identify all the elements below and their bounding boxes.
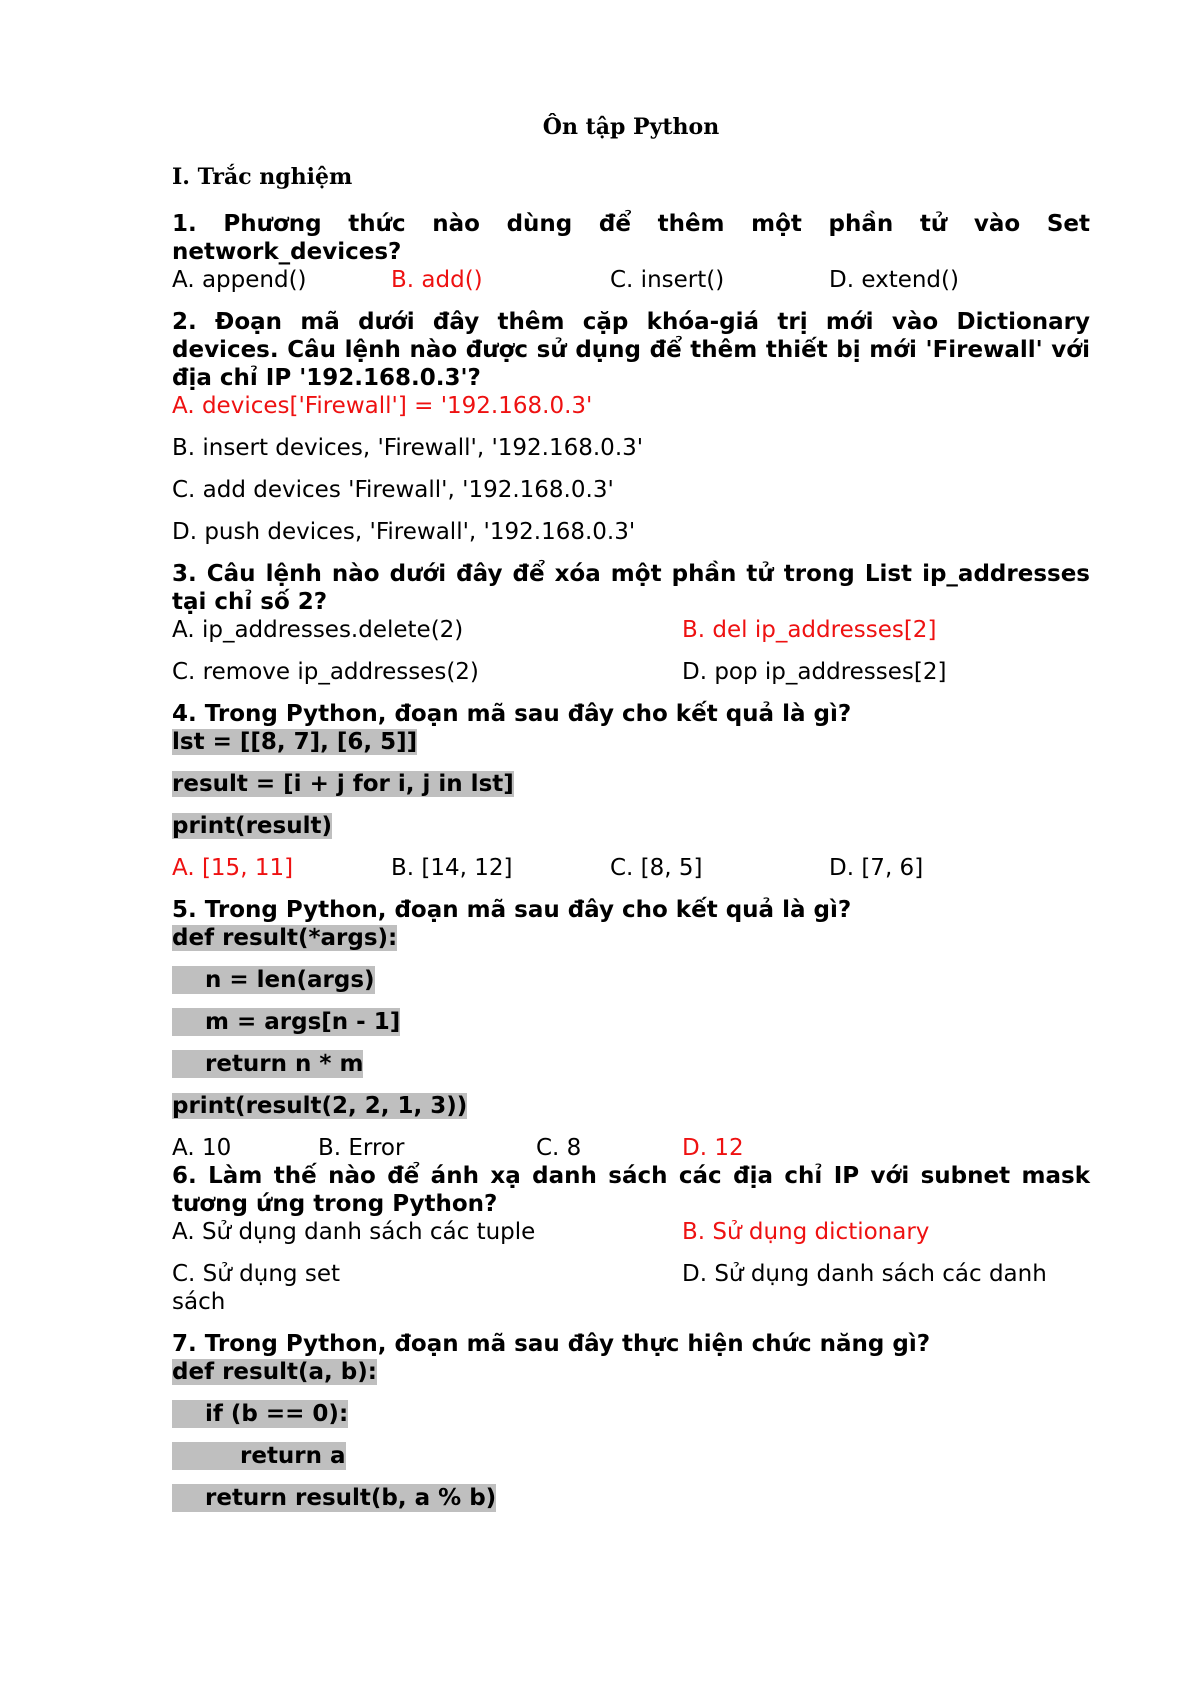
options-row — [172, 1218, 1090, 1246]
option-d: D. extend() — [829, 267, 959, 293]
options-row — [172, 1134, 1090, 1162]
option-d: D. push devices, 'Firewall', '192.168.0.3' — [172, 519, 636, 545]
option-b: B. Error — [318, 1135, 405, 1161]
document-title: Ôn tập Python — [542, 114, 720, 140]
question-7 — [172, 1330, 1090, 1512]
question-list — [172, 210, 1090, 1512]
code-line: m = args[n - 1] — [172, 1008, 1090, 1036]
question-6 — [172, 1162, 1090, 1316]
option-c: C. 8 — [536, 1135, 582, 1161]
code-line: return result(b, a % b) — [172, 1484, 1090, 1512]
question-3 — [172, 560, 1090, 686]
option-d: D. pop ip_addresses[2] — [682, 659, 947, 685]
option-a: A. Sử dụng danh sách các tuple — [172, 1219, 536, 1245]
option-a: A. 10 — [172, 1135, 232, 1161]
option-b-correct: B. del ip_addresses[2] — [682, 617, 937, 643]
code-line: print(result) — [172, 813, 332, 839]
question-text: 3. Câu lệnh nào dưới đây để xóa một phần tử trong List ip_addresses tại chỉ số 2? — [172, 561, 1090, 615]
code-line: lst = [[8, 7], [6, 5]] — [172, 729, 418, 755]
question-1 — [172, 210, 1090, 294]
options-row — [172, 658, 1090, 686]
code-line: result = [i + j for i, j in lst] — [172, 771, 514, 797]
options-row — [172, 854, 1090, 882]
option-d-correct: D. 12 — [682, 1135, 744, 1161]
code-line: if (b == 0): — [172, 1400, 1090, 1428]
question-text: 5. Trong Python, đoạn mã sau đây cho kết quả là gì? — [172, 897, 852, 923]
option-b-correct: B. Sử dụng dictionary — [682, 1219, 930, 1245]
option-c: C. Sử dụng set — [172, 1261, 340, 1287]
option-a: A. ip_addresses.delete(2) — [172, 617, 464, 643]
option-a: A. append() — [172, 267, 307, 293]
option-b: B. [14, 12] — [391, 855, 513, 881]
question-text: 2. Đoạn mã dưới đây thêm cặp khóa-giá trị mới vào Dictionary devices. Câu lệnh nào được sử dụng để thêm thiết bị mới 'Firewall' với địa chỉ IP '192.168.0.3'? — [172, 309, 1090, 391]
option-a-correct: A. devices['Firewall'] = '192.168.0.3' — [172, 393, 593, 419]
option-d: D. [7, 6] — [829, 855, 924, 881]
option-a-correct: A. [15, 11] — [172, 855, 294, 881]
question-text: 6. Làm thế nào để ánh xạ danh sách các địa chỉ IP với subnet mask tương ứng trong Python? — [172, 1163, 1090, 1217]
question-text: 4. Trong Python, đoạn mã sau đây cho kết quả là gì? — [172, 701, 852, 727]
options-row — [172, 616, 1090, 644]
code-line: print(result(2, 2, 1, 3)) — [172, 1093, 468, 1119]
options-row — [172, 1260, 1090, 1288]
question-2 — [172, 308, 1090, 546]
code-line: return a — [172, 1442, 1090, 1470]
section-heading: I. Trắc nghiệm — [172, 164, 353, 190]
option-c: C. remove ip_addresses(2) — [172, 659, 479, 685]
options-row — [172, 266, 1090, 294]
option-d-continuation: sách — [172, 1289, 226, 1315]
question-text: 7. Trong Python, đoạn mã sau đây thực hiện chức năng gì? — [172, 1331, 931, 1357]
question-text: 1. Phương thức nào dùng để thêm một phần tử vào Set network_devices? — [172, 211, 1090, 265]
code-line: def result(a, b): — [172, 1359, 377, 1385]
option-c: C. add devices 'Firewall', '192.168.0.3' — [172, 477, 614, 503]
code-line: def result(*args): — [172, 925, 398, 951]
question-4 — [172, 700, 1090, 882]
code-line: n = len(args) — [172, 966, 1090, 994]
option-c: C. [8, 5] — [610, 855, 703, 881]
option-b: B. insert devices, 'Firewall', '192.168.0.3' — [172, 435, 644, 461]
option-c: C. insert() — [610, 267, 725, 293]
option-b-correct: B. add() — [391, 267, 483, 293]
code-line: return n * m — [172, 1050, 1090, 1078]
question-5 — [172, 896, 1090, 1162]
option-d: D. Sử dụng danh sách các danh — [682, 1261, 1047, 1287]
